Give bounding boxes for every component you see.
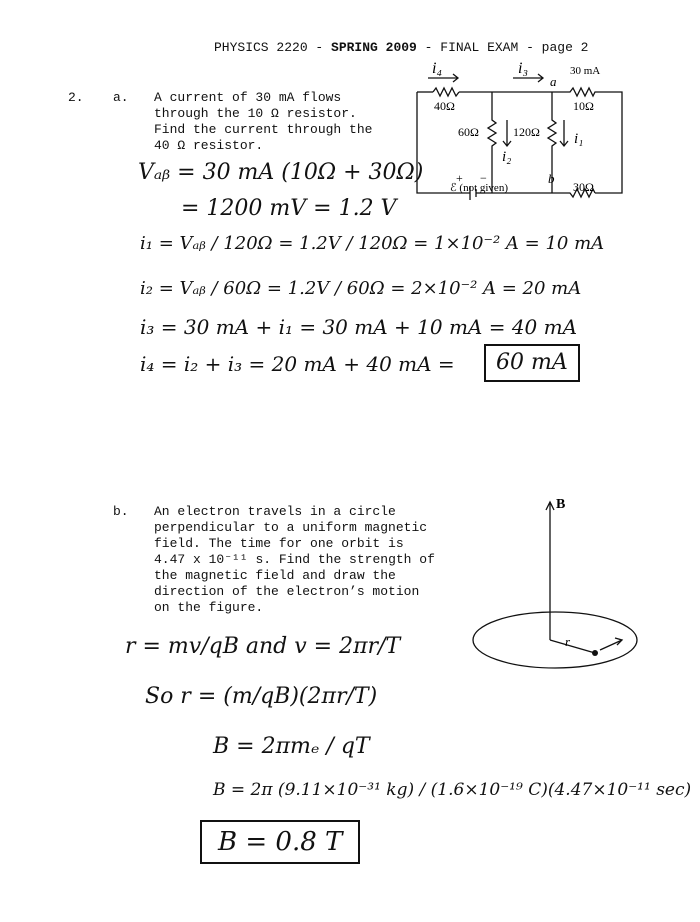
label-r40: 40Ω (434, 99, 455, 113)
part-a-answer: 60 mA (484, 344, 580, 382)
node-a: a (550, 74, 557, 89)
part-a-line: 40 Ω resistor. (154, 138, 264, 153)
part-b-line: 4.47 x 10⁻¹¹ s. Find the strength of (154, 552, 435, 567)
label-r30: 30Ω (573, 180, 594, 194)
label-i2: i₂ (502, 149, 512, 165)
part-a-letter: a. (113, 90, 129, 105)
part-b-question (154, 504, 435, 616)
part-b-line: perpendicular to a uniform magnetic (154, 520, 428, 535)
part-b-line: field. The time for one orbit is (154, 536, 404, 551)
part-b-line: An electron travels in a circle (154, 504, 396, 519)
orbit-figure (470, 490, 670, 680)
problem-number: 2. (68, 90, 84, 105)
part-b-answer: B = 0.8 T (200, 820, 360, 864)
solution-line: = 1200 mV = 1.2 V (181, 196, 397, 221)
part-b-line: on the figure. (154, 600, 264, 615)
label-emf: ℰ (not given) (450, 182, 508, 194)
solution-line: B = 2π (9.11×10⁻³¹ kg) / (1.6×10⁻¹⁹ C)(4.47×10⁻¹¹ sec) (213, 780, 692, 800)
solution-line: i₄ = i₂ + i₃ = 20 mA + 40 mA = (140, 352, 455, 376)
label-r60: 60Ω (458, 125, 479, 139)
part-a-question (154, 90, 372, 154)
solution-line: Vₐᵦ = 30 mA (10Ω + 30Ω) (138, 160, 424, 185)
label-r120: 120Ω (513, 125, 540, 139)
part-a-line: A current of 30 mA flows (154, 90, 342, 105)
page-header: PHYSICS 2220 - SPRING 2009 - FINAL EXAM - page 2 (214, 40, 589, 55)
label-i4: i₄ (432, 60, 443, 77)
part-b-line: direction of the electron’s motion (154, 584, 420, 599)
label-i1: i₁ (574, 131, 584, 147)
node-b: b (548, 171, 555, 186)
label-r10: 10Ω (573, 99, 594, 113)
part-b-letter: b. (113, 504, 129, 519)
label-30ma: 30 mA (570, 65, 601, 77)
part-a-line: Find the current through the (154, 122, 373, 137)
label-radius: r (565, 634, 571, 649)
part-a-line: through the 10 Ω resistor. (154, 106, 357, 121)
solution-line: So r = (m/qB)(2πr/T) (145, 684, 378, 709)
battery-plus: + (456, 171, 463, 185)
label-i3: i₃ (518, 60, 529, 77)
header-suffix: - FINAL EXAM - page 2 (416, 40, 589, 55)
battery-minus: − (480, 171, 487, 185)
solution-line: i₃ = 30 mA + i₁ = 30 mA + 10 mA = 40 mA (140, 315, 578, 339)
solution-line: i₂ = Vₐᵦ / 60Ω = 1.2V / 60Ω = 2×10⁻² A = 20 mA (140, 278, 582, 299)
part-b-line: the magnetic field and draw the (154, 568, 396, 583)
solution-line: B = 2πmₑ / qT (213, 734, 370, 759)
header-term: SPRING 2009 (331, 40, 417, 55)
solution-line: r = mv/qB and v = 2πr/T (125, 634, 401, 659)
circuit-diagram (410, 58, 635, 203)
label-b-field: B (556, 497, 566, 512)
solution-line: i₁ = Vₐᵦ / 120Ω = 1.2V / 120Ω = 1×10⁻² A = 10 mA (140, 233, 605, 254)
